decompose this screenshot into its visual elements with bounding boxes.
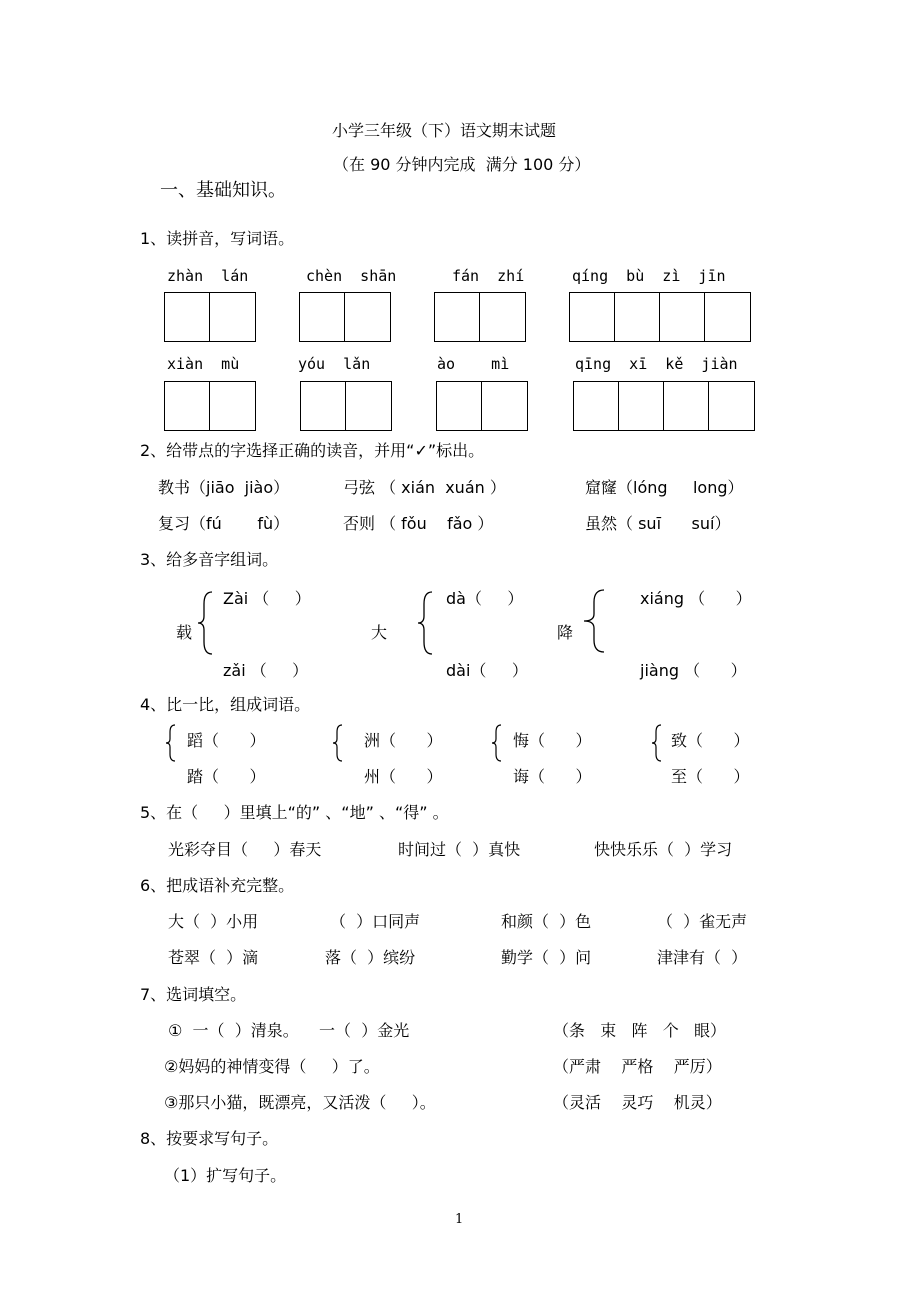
pinyin-label: yóu lǎn	[298, 355, 371, 373]
polyphone-char: 载	[176, 623, 193, 642]
brace-icon	[650, 724, 664, 762]
polyphone-reading[interactable]: Zài （ ）	[223, 589, 311, 608]
brace-icon	[164, 724, 178, 762]
pronunciation-item[interactable]: 教书（jiāo jiào）	[158, 478, 290, 497]
pinyin-label: fán zhí	[452, 267, 525, 285]
brace-icon	[331, 724, 345, 762]
q8-subheading: （1）扩写句子。	[164, 1166, 287, 1185]
word-pair-bottom[interactable]: 州（ ）	[364, 767, 443, 786]
word-pair-bottom[interactable]: 至（ ）	[671, 767, 750, 786]
idiom-item[interactable]: 大（ ）小用	[168, 912, 259, 931]
idiom-item[interactable]: 勤学（ ）问	[501, 948, 592, 967]
word-options: （灵活 灵巧 机灵）	[553, 1093, 722, 1112]
brace-icon	[490, 724, 504, 762]
polyphone-char: 大	[371, 623, 388, 642]
writing-grid[interactable]	[299, 292, 391, 342]
writing-grid[interactable]	[569, 292, 751, 342]
pronunciation-item[interactable]: 窟窿（lóng long）	[585, 478, 744, 497]
writing-grid[interactable]	[300, 381, 392, 431]
word-pair-top[interactable]: 致（ ）	[671, 731, 750, 750]
pronunciation-item[interactable]: 弓弦 （ xián xuán ）	[343, 478, 506, 497]
word-pair-bottom[interactable]: 诲（ ）	[513, 767, 592, 786]
pronunciation-item[interactable]: 否则 （ fǒu fǎo ）	[343, 514, 494, 533]
word-pair-bottom[interactable]: 踏（ ）	[187, 767, 266, 786]
word-pair-top[interactable]: 悔（ ）	[513, 731, 592, 750]
pinyin-label: qīng xī kě jiàn	[575, 355, 738, 373]
choice-sentence[interactable]: ②妈妈的神情变得（ ）了。	[164, 1057, 380, 1076]
polyphone-char: 降	[557, 623, 574, 642]
page-title: 小学三年级（下）语文期末试题	[332, 121, 557, 140]
word-pair-top[interactable]: 蹈（ ）	[187, 731, 266, 750]
polyphone-reading[interactable]: jiàng （ ）	[640, 661, 747, 680]
q5-heading: 5、在（ ）里填上“的” 、“地” 、“得” 。	[140, 803, 449, 822]
q6-heading: 6、把成语补充完整。	[140, 876, 295, 895]
brace-icon	[196, 590, 216, 656]
page-subtitle: （在 90 分钟内完成 满分 100 分）	[333, 155, 591, 174]
writing-grid[interactable]	[164, 292, 256, 342]
writing-grid[interactable]	[573, 381, 755, 431]
q7-heading: 7、选词填空。	[140, 985, 247, 1004]
writing-grid[interactable]	[164, 381, 256, 431]
page-number: 1	[455, 1212, 464, 1227]
pinyin-label: chèn shān	[306, 267, 397, 285]
q8-heading: 8、按要求写句子。	[140, 1129, 279, 1148]
word-options: （严肃 严格 严厉）	[553, 1057, 722, 1076]
brace-icon	[416, 590, 436, 656]
q2-heading: 2、给带点的字选择正确的读音，并用“✓”标出。	[140, 441, 485, 460]
pinyin-label: qíng bù zì jīn	[572, 267, 726, 285]
choice-sentence[interactable]: ① 一（ ）清泉。 一（ ）金光	[168, 1021, 410, 1040]
idiom-item[interactable]: 和颜（ ）色	[501, 912, 592, 931]
idiom-item[interactable]: 苍翠（ ）滴	[168, 948, 259, 967]
pronunciation-item[interactable]: 虽然（ suī suí）	[585, 514, 731, 533]
polyphone-reading[interactable]: zǎi （ ）	[223, 661, 309, 680]
idiom-item[interactable]: （ ）口同声	[330, 912, 421, 931]
word-options: （条 束 阵 个 眼）	[553, 1021, 727, 1040]
idiom-item[interactable]: （ ）雀无声	[657, 912, 748, 931]
q4-heading: 4、比一比，组成词语。	[140, 695, 311, 714]
polyphone-reading[interactable]: dà（ ）	[446, 589, 524, 608]
pinyin-label: zhàn lán	[167, 267, 249, 285]
q3-heading: 3、给多音字组词。	[140, 550, 279, 569]
polyphone-reading[interactable]: dài（ ）	[446, 661, 528, 680]
fill-in-item[interactable]: 时间过（ ）真快	[398, 840, 521, 859]
pronunciation-item[interactable]: 复习（fú fù）	[158, 514, 290, 533]
choice-sentence[interactable]: ③那只小猫，既漂亮，又活泼（ ）。	[164, 1093, 436, 1112]
pinyin-label: ào mì	[437, 355, 510, 373]
writing-grid[interactable]	[434, 292, 526, 342]
fill-in-item[interactable]: 快快乐乐（ ）学习	[594, 840, 733, 859]
pinyin-label: xiàn mù	[167, 355, 240, 373]
idiom-item[interactable]: 落（ ）缤纷	[325, 948, 416, 967]
idiom-item[interactable]: 津津有（ ）	[657, 948, 748, 967]
q1-heading: 1、读拼音，写词语。	[140, 229, 295, 248]
fill-in-item[interactable]: 光彩夺目（ ）春天	[168, 840, 322, 859]
writing-grid[interactable]	[436, 381, 528, 431]
word-pair-top[interactable]: 洲（ ）	[364, 731, 443, 750]
section-heading: 一、基础知识。	[160, 180, 286, 201]
polyphone-reading[interactable]: xiáng （ ）	[640, 589, 752, 608]
brace-icon	[582, 588, 608, 654]
